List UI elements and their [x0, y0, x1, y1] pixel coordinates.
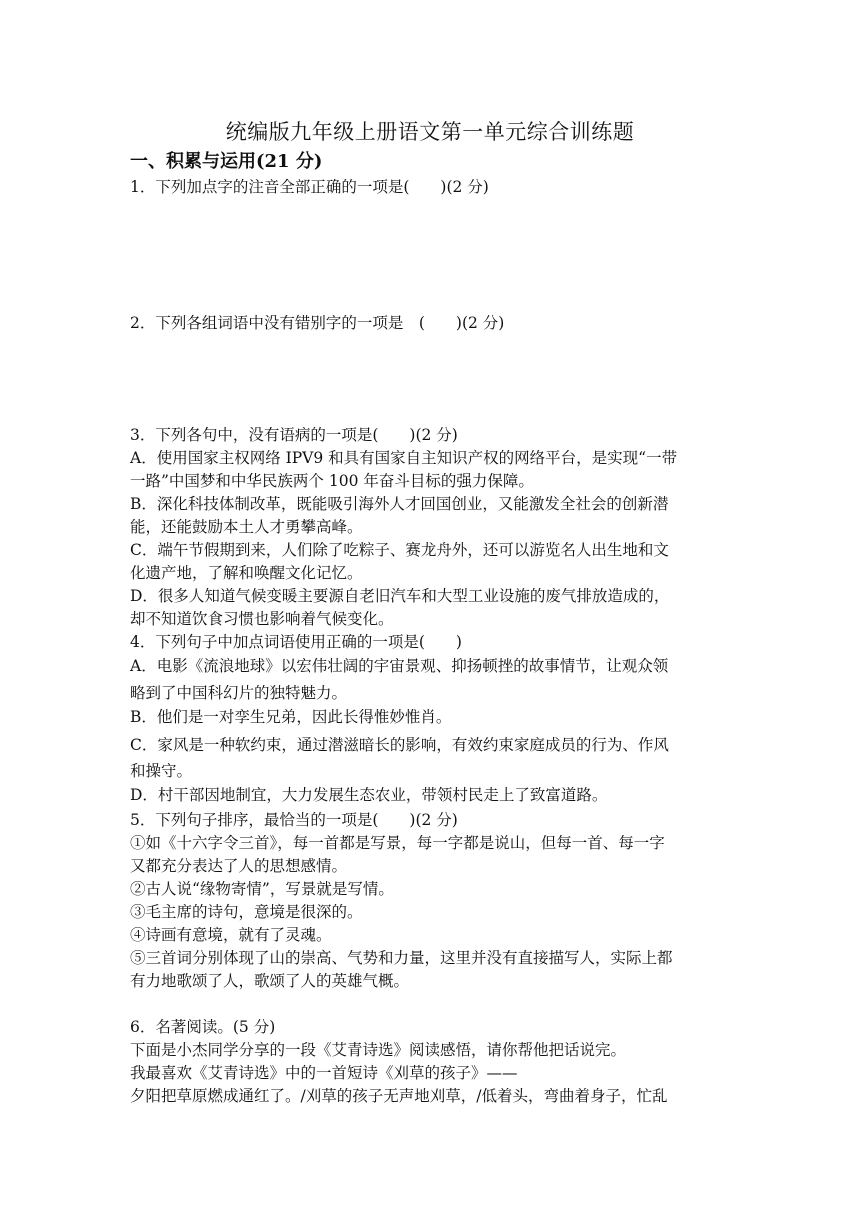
- paragraph-line: ③毛主席的诗句，意境是很深的。: [130, 903, 363, 921]
- question-4-stem: 4．下列句子中加点词语使用正确的一项是( ): [130, 633, 462, 651]
- paragraph-line: 和操守。: [130, 762, 193, 780]
- paragraph-line: 略到了中国科幻片的独特魅力。: [130, 684, 348, 702]
- paragraph-line: 却不知道饮食习惯也影响着气候变化。: [130, 610, 394, 628]
- paragraph-line: C．端午节假期到来，人们除了吃粽子、赛龙舟外，还可以游览名人出生地和文: [130, 541, 669, 559]
- question-6-stem: 6．名著阅读。(5 分): [130, 1018, 276, 1036]
- paragraph-line: 有力地歌颂了人，歌颂了人的英雄气概。: [130, 972, 410, 990]
- page-title: 统编版九年级上册语文第一单元综合训练题: [225, 120, 635, 144]
- question-2-stem: 2．下列各组词语中没有错别字的一项是 ( )(2 分): [130, 314, 505, 332]
- paragraph-line: ①如《十六字令三首》，每一首都是写景，每一字都是说山，但每一首、每一字: [130, 834, 665, 852]
- paragraph-line: 我最喜欢《艾青诗选》中的一首短诗《刈草的孩子》——: [130, 1064, 518, 1082]
- paragraph-line: D．村干部因地制宜，大力发展生态农业，带领村民走上了致富道路。: [130, 786, 608, 804]
- paragraph-line: ②古人说“缘物寄情”，写景就是写情。: [130, 880, 394, 898]
- paragraph-line: 一路”中国梦和中华民族两个 100 年奋斗目标的强力保障。: [130, 472, 534, 490]
- paragraph-line: 化遗产地，了解和唤醒文化记忆。: [130, 564, 363, 582]
- question-3-stem: 3．下列各句中，没有语病的一项是( )(2 分): [130, 426, 458, 444]
- paragraph-line: A．使用国家主权网络 IPV9 和具有国家自主知识产权的网络平台，是实现“一带: [130, 449, 678, 467]
- paragraph-line: 又都充分表达了人的思想感情。: [130, 857, 348, 875]
- question-5-stem: 5．下列句子排序，最恰当的一项是( )(2 分): [130, 811, 458, 829]
- paragraph-line: 能，还能鼓励本土人才勇攀高峰。: [130, 518, 363, 536]
- paragraph-line: 下面是小杰同学分享的一段《艾青诗选》阅读感悟，请你帮他把话说完。: [130, 1041, 627, 1059]
- paragraph-line: A．电影《流浪地球》以宏伟壮阔的宇宙景观、抑扬顿挫的故事情节，让观众领: [130, 657, 669, 675]
- paragraph-line: D．很多人知道气候变暖主要源自老旧汽车和大型工业设施的废气排放造成的，: [130, 587, 670, 605]
- section-heading: 一、积累与运用(21 分): [130, 151, 323, 172]
- paragraph-line: B．深化科技体制改革，既能吸引海外人才回国创业，又能激发全社会的创新潜: [130, 495, 669, 513]
- paragraph-line: ⑤三首词分别体现了山的崇高、气势和力量，这里并没有直接描写人，实际上都: [130, 949, 673, 967]
- paragraph-line: ④诗画有意境，就有了灵魂。: [130, 926, 332, 944]
- paragraph-line: 夕阳把草原燃成通红了。/刈草的孩子无声地刈草，/低着头，弯曲着身子，忙乱: [130, 1087, 668, 1105]
- question-1-stem: 1．下列加点字的注音全部正确的一项是( )(2 分): [130, 178, 489, 196]
- paragraph-line: B．他们是一对孪生兄弟，因此长得惟妙惟肖。: [130, 708, 452, 726]
- paragraph-line: C．家风是一种软约束，通过潜滋暗长的影响，有效约束家庭成员的行为、作风: [130, 736, 669, 754]
